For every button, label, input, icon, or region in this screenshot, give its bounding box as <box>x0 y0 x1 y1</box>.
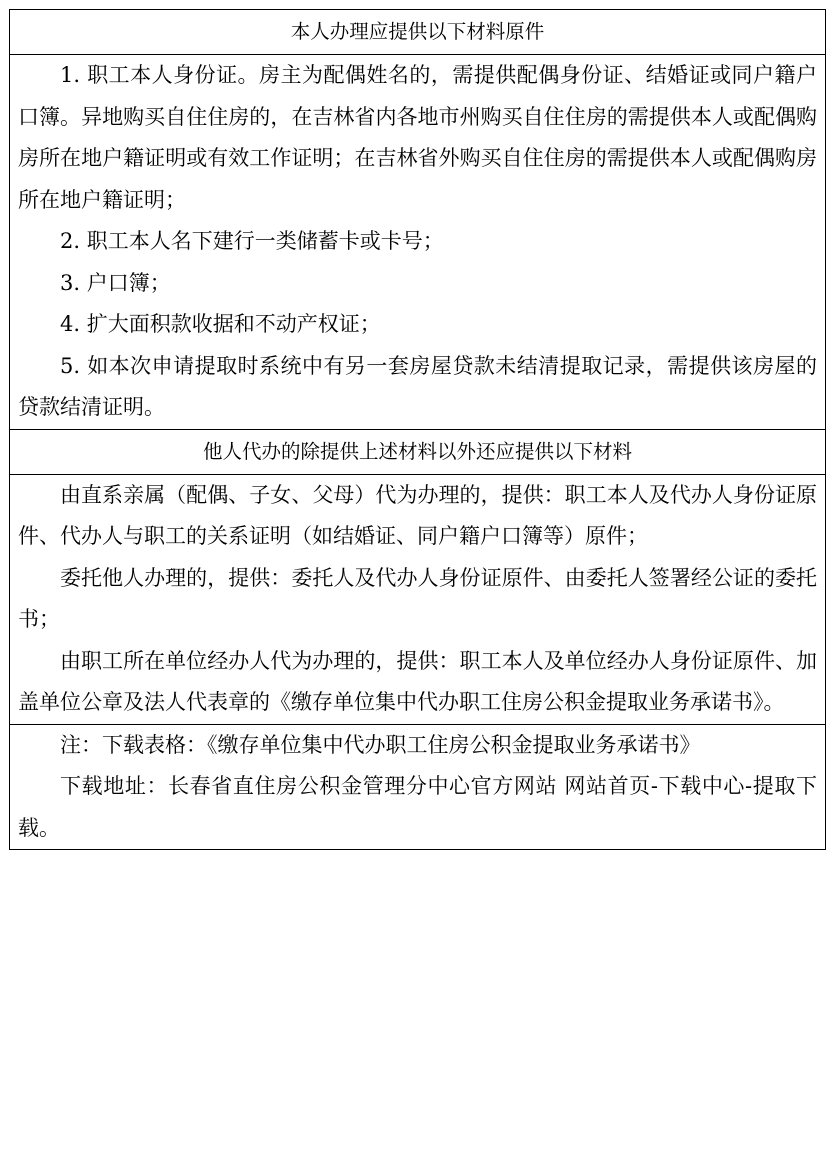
section1-item-4: 4. 扩大面积款收据和不动产权证； <box>60 312 381 336</box>
section1-item-1: 1. 职工本人身份证。房主为配偶姓名的，需提供配偶身份证、结婚证或同户籍户口簿。异地购买自住住房的，在吉林省内各地市州购买自住住房的需提供本人或配偶购房所在地户籍证明或有效工作证明；在吉林省外购买自住住房的需提供本人或配偶购房所在地户籍证明； <box>18 63 817 212</box>
section2-item-entrusted: 委托他人办理的，提供：委托人及代办人身份证原件、由委托人签署经公证的委托书； <box>18 565 817 631</box>
note-row <box>10 724 826 850</box>
section2-header-row <box>10 429 826 474</box>
note-download-form: 注：下载表格：《缴存单位集中代办职工住房公积金提取业务承诺书》 <box>60 732 701 757</box>
section1-body-row <box>10 55 826 430</box>
section2-item-relatives: 由直系亲属（配偶、子女、父母）代为办理的，提供：职工本人及代办人身份证原件、代办人与职工的关系证明（如结婚证、同户籍户口簿等）原件； <box>18 482 817 548</box>
note-download-address: 下载地址：长春省直住房公积金管理分中心官方网站 网站首页-下载中心-提取下载。 <box>18 774 817 840</box>
materials-table <box>9 9 826 850</box>
section1-item-5: 5. 如本次申请提取时系统中有另一套房屋贷款未结清提取记录，需提供该房屋的贷款结清证明。 <box>18 353 817 419</box>
section1-body <box>10 55 826 430</box>
section2-body <box>10 474 826 724</box>
section2-title: 他人代办的除提供上述材料以外还应提供以下材料 <box>10 429 826 474</box>
section1-item-3: 3. 户口簿； <box>60 270 171 295</box>
section2-item-employer-agent: 由职工所在单位经办人代为办理的，提供：职工本人及单位经办人身份证原件、加盖单位公章及法人代表章的《缴存单位集中代办职工住房公积金提取业务承诺书》。 <box>18 648 817 714</box>
section1-header-row <box>10 10 826 55</box>
section2-body-row <box>10 474 826 724</box>
section1-title: 本人办理应提供以下材料原件 <box>10 10 826 55</box>
note-body <box>10 724 826 850</box>
section1-item-2: 2. 职工本人名下建行一类储蓄卡或卡号； <box>60 229 444 253</box>
